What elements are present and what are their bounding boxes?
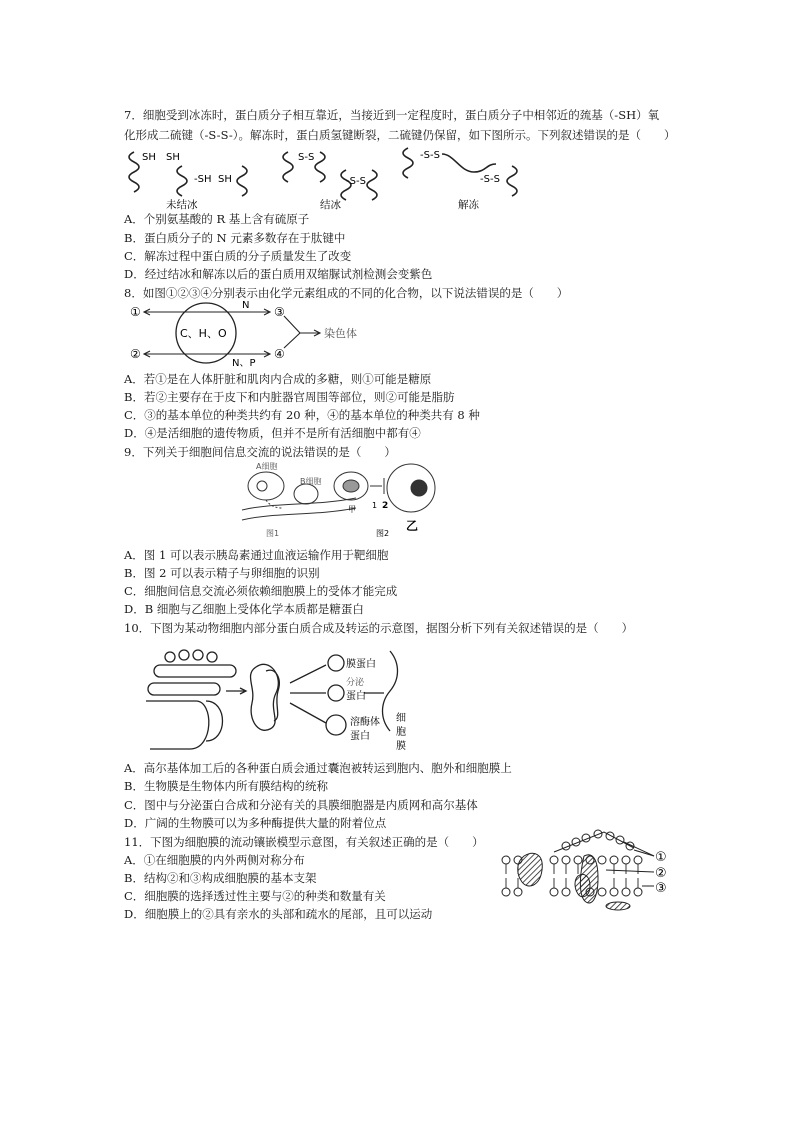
q9-signal-figure (236, 458, 446, 542)
label-1: ① (655, 850, 667, 865)
protein-chain-3a (403, 148, 413, 178)
protein-chain-1b (177, 166, 187, 196)
q7-option-a: A．个别氨基酸的 R 基上含有硫原子 (124, 212, 310, 226)
sh-label-4: SH (218, 174, 232, 185)
q8-option-a: A．若①是在人体肝脏和肌肉内合成的多糖，则①可能是糖原 (124, 372, 432, 386)
protein-large-left (518, 853, 543, 886)
q9-option-c: C．细胞间信息交流必须依赖细胞膜上的受体才能完成 (124, 584, 398, 598)
q11-stem: 11．下图为细胞膜的流动镶嵌模型示意图，有关叙述正确的是（ ） (124, 835, 484, 849)
q8-compound-figure (124, 300, 384, 370)
pointer-2 (606, 870, 654, 872)
q8-option-d: D．④是活细胞的遗传物质，但并不是所有活细胞中都有④ (124, 426, 421, 440)
vessel-top (242, 498, 356, 510)
label-n: N (242, 300, 250, 311)
vesicle-secretion (328, 685, 344, 701)
sh-label-1: SH (142, 152, 156, 163)
q7-disulfide-figure (124, 144, 524, 212)
q8-option-c: C．③的基本单位的种类共约有 20 种，④的基本单位的种类共有 8 种 (124, 408, 480, 422)
lysosome-label-1: 溶酶体 (350, 717, 380, 728)
lysosome-vesicle (326, 715, 346, 735)
compound-3: ③ (274, 305, 285, 319)
jia-label: 甲 (348, 505, 356, 514)
membrane-protein-label: 膜蛋白 (346, 659, 376, 670)
q10-option-c: C．图中与分泌蛋白合成和分泌有关的具膜细胞器是内质网和高尔基体 (124, 798, 478, 812)
cell-jia-nucleus (343, 480, 359, 492)
q7-option-c: C．解冻过程中蛋白质的分子质量发生了改变 (124, 249, 352, 263)
mark-1: 1 (372, 501, 378, 510)
q8-stem: 8．如图①②③④分别表示由化学元素组成的不同的化合物，以下说法错误的是（ ） (124, 286, 569, 300)
q7-option-d: D．经过结冰和解冻以后的蛋白质用双缩脲试剂检测会变紫色 (124, 267, 433, 281)
label-np: N、P (232, 358, 256, 369)
compound-1: ① (130, 305, 141, 319)
q11-option-b: B．结构②和③构成细胞膜的基本支架 (124, 871, 317, 885)
ss-label-2: -S-S (346, 176, 366, 187)
cell-b-label: B细胞 (300, 477, 322, 486)
protein-chain-3b (442, 154, 496, 172)
q10-protein-transport-figure (140, 643, 420, 753)
q10-option-a: A．高尔基体加工后的各种蛋白质会通过囊泡被转运到胞内、胞外和细胞膜上 (124, 761, 512, 775)
q11-option-a: A．①在细胞膜的内外两侧对称分布 (124, 853, 305, 867)
q7-stem-line1: 7．细胞受到冰冻时，蛋白质分子相互靠近，当接近到一定程度时，蛋白质分子中相邻近的巯基（-SH）氧 (124, 108, 660, 122)
q9-option-a: A．图 1 可以表示胰岛素通过血液运输作用于靶细胞 (124, 548, 389, 562)
cell-a-shape (248, 472, 284, 500)
arrow-to-membrane-protein (290, 665, 326, 683)
cell-b-shape (294, 484, 318, 504)
protein-transmembrane (580, 855, 598, 903)
ss-label-1: S-S (298, 152, 315, 163)
protein-chain-1a (129, 152, 139, 192)
sh-label-2: SH (166, 152, 180, 163)
ribosome-2 (179, 650, 189, 660)
cell-membrane-char-1: 细 (396, 713, 406, 724)
cell-membrane-char-2: 胞 (396, 727, 406, 738)
protein-chain-3c (507, 166, 517, 196)
line-4-join (284, 333, 300, 348)
sh-label-3: -SH (194, 174, 212, 185)
protein-label: 蛋白 (346, 691, 366, 702)
cell-membrane-char-3: 膜 (396, 741, 406, 752)
cell-a-nucleus (257, 481, 267, 491)
er-cisterna-2 (148, 683, 220, 695)
q9-stem: 9．下列关于细胞间信息交流的说法错误的是（ ） (124, 445, 396, 459)
q11-fluid-mosaic-figure (494, 826, 674, 912)
q7-option-b: B．蛋白质分子的 N 元素多数存在于肽键中 (124, 231, 346, 245)
hormone-path (266, 500, 282, 508)
lysosome-label-2: 蛋白 (350, 731, 370, 742)
secreted-label: 分泌 (346, 678, 365, 688)
cell-a-label: A细胞 (256, 462, 278, 471)
compound-4: ④ (274, 347, 285, 361)
protein-chain-2b (315, 152, 325, 182)
q9-option-d: D．B 细胞与乙细胞上受体化学本质都是糖蛋白 (124, 602, 364, 616)
ribosome-4 (207, 652, 217, 662)
q10-stem: 10．下图为某动物细胞内部分蛋白质合成及转运的示意图，据图分析下列有关叙述错误的是（ ） (124, 621, 634, 635)
ribosome-1 (165, 652, 175, 662)
protein-peripheral (606, 902, 630, 910)
cell-yi-nucleus (411, 480, 427, 496)
q9-option-b: B．图 2 可以表示精子与卵细胞的识别 (124, 566, 320, 580)
sugar-5 (606, 832, 614, 840)
mark-2: 2 (382, 501, 389, 511)
pointer-1a (624, 842, 654, 856)
label-2: ② (655, 866, 667, 881)
q10-option-d: D．广阔的生物膜可以为多种酶提供大量的附着位点 (124, 816, 387, 830)
fig2-label: 图2 (376, 529, 390, 538)
q7-stem-line2: 化形成二硫键（-S-S-）。解冻时，蛋白质氢键断裂，二硫键仍保留，如下图所示。下列叙述错误的是（ ） (124, 128, 676, 142)
bilayer-heads-bottom (502, 888, 642, 896)
ribosome-3 (193, 650, 203, 660)
compound-2: ② (130, 347, 141, 361)
yi-label: 乙 (406, 519, 419, 533)
label-unfrozen: 未结冰 (166, 199, 198, 211)
elements-label: C、H、O (180, 327, 227, 340)
q11-option-c: C．细胞膜的选择透过性主要与②的种类和数量有关 (124, 889, 386, 903)
arrow-to-lysosome (290, 703, 326, 723)
q11-option-d: D．细胞膜上的②具有亲水的头部和疏水的尾部，且可以运动 (124, 907, 433, 921)
fig1-label: 图1 (266, 529, 280, 538)
er-cisterna-1 (154, 665, 236, 677)
q8-option-b: B．若②主要存在于皮下和内脏器官周围等部位，则②可能是脂肪 (124, 390, 455, 404)
vesicle-membrane-protein (328, 655, 344, 671)
q10-option-b: B．生物膜是生物体内所有膜结构的统称 (124, 779, 328, 793)
label-frozen: 结冰 (320, 199, 341, 211)
ss-label-4: -S-S (480, 174, 500, 185)
label-3: ③ (655, 881, 667, 896)
ss-label-3: -S-S (420, 150, 440, 161)
protein-chain-2d (367, 170, 377, 200)
protein-chain-1c (237, 166, 247, 196)
line-3-join (284, 316, 300, 333)
protein-chain-2a (283, 152, 293, 182)
label-thaw: 解冻 (458, 199, 479, 211)
er-cisterna-3 (146, 701, 209, 749)
chromosome-label: 染色体 (324, 327, 357, 340)
vessel-bottom (242, 508, 356, 520)
